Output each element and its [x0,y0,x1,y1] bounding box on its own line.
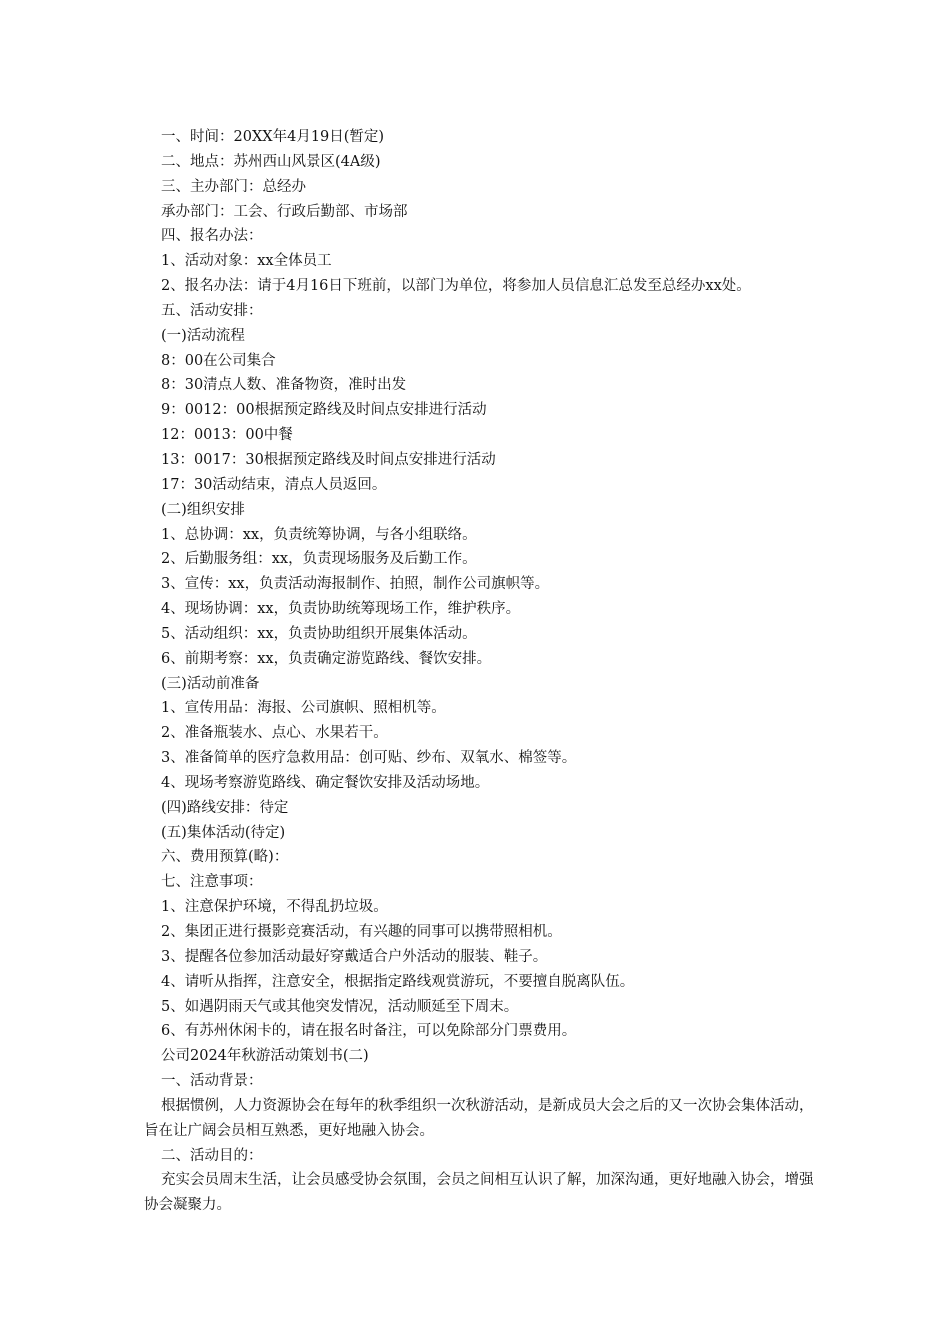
text-line: (四)路线安排：待定 [161,799,289,816]
text-line: (二)组织安排 [161,501,245,518]
text-line: 六、费用预算(略)： [161,849,289,866]
text-line: 8：00在公司集合 [161,352,276,369]
text-line: 1、活动对象：xx全体员工 [161,253,332,270]
section-title: 公司2024年秋游活动策划书(二) [161,1048,369,1065]
paragraph-purpose: 充实会员周末生活，让会员感受协会氛围，会员之间相互认识了解，加深沟通，更好地融入协会，增强协会凝聚力。 [144,1172,814,1214]
text-line: 三、主办部门：总经办 [161,178,306,195]
text-line: 四、报名办法： [161,228,263,245]
text-line: 七、注意事项： [161,874,263,891]
text-line: 17：30活动结束，清点人员返回。 [161,476,387,493]
text-line: 二、地点：苏州西山风景区(4A级) [161,153,381,170]
text-line: (三)活动前准备 [161,675,260,692]
text-line: 12：0013：00中餐 [161,427,293,444]
text-line: 4、现场协调：xx，负责协助统筹现场工作，维护秩序。 [161,601,521,618]
text-line: 2、集团正进行摄影竞赛活动，有兴趣的同事可以携带照相机。 [161,924,562,940]
text-line: 2、准备瓶装水、点心、水果若干。 [161,725,388,742]
text-line: 6、有苏州休闲卡的，请在报名时备注，可以免除部分门票费用。 [161,1023,577,1040]
text-line: 3、准备简单的医疗急救用品：创可贴、纱布、双氧水、棉签等。 [161,750,577,767]
text-line: 3、提醒各位参加活动最好穿戴适合户外活动的服装、鞋子。 [161,948,548,965]
document-body [144,125,814,1218]
text-line: 1、注意保护环境，不得乱扔垃圾。 [161,899,388,916]
text-line: 8：30清点人数、准备物资，准时出发 [161,377,407,394]
text-line: 承办部门：工会、行政后勤部、市场部 [161,203,408,220]
text-line: 2、报名办法：请于4月16日下班前，以部门为单位，将参加人员信息汇总发至总经办xx处。 [161,278,751,295]
text-line: 9：0012：00根据预定路线及时间点安排进行活动 [161,402,487,419]
text-line: 13：0017：30根据预定路线及时间点安排进行活动 [161,451,496,468]
paragraph-background: 根据惯例，人力资源协会在每年的秋季组织一次秋游活动，是新成员大会之后的又一次协会集体活动，旨在让广阔会员相互熟悉，更好地融入协会。 [144,1097,814,1139]
text-line: 1、总协调：xx，负责统筹协调，与各小组联络。 [161,526,477,543]
text-line: 4、请听从指挥，注意安全，根据指定路线观赏游玩，不要擅自脱离队伍。 [161,973,635,990]
text-line: 一、时间：20XX年4月19日(暂定) [161,129,385,145]
text-line: 5、如遇阴雨天气或其他突发情况，活动顺延至下周末。 [161,998,519,1015]
text-line: 一、活动背景： [161,1073,263,1090]
text-line: 5、活动组织：xx，负责协助组织开展集体活动。 [161,625,477,642]
text-line: 二、活动目的： [161,1147,263,1164]
text-line: (五)集体活动(待定) [161,824,286,841]
text-line: 4、现场考察游览路线、确定餐饮安排及活动场地。 [161,774,490,791]
text-line: 3、宣传：xx，负责活动海报制作、拍照，制作公司旗帜等。 [161,576,550,593]
text-line: 2、后勤服务组：xx，负责现场服务及后勤工作。 [161,551,477,568]
text-line: 6、前期考察：xx，负责确定游览路线、餐饮安排。 [161,650,492,667]
text-line: (一)活动流程 [161,327,245,344]
text-line: 五、活动安排： [161,302,263,319]
text-line: 1、宣传用品：海报、公司旗帜、照相机等。 [161,700,446,717]
